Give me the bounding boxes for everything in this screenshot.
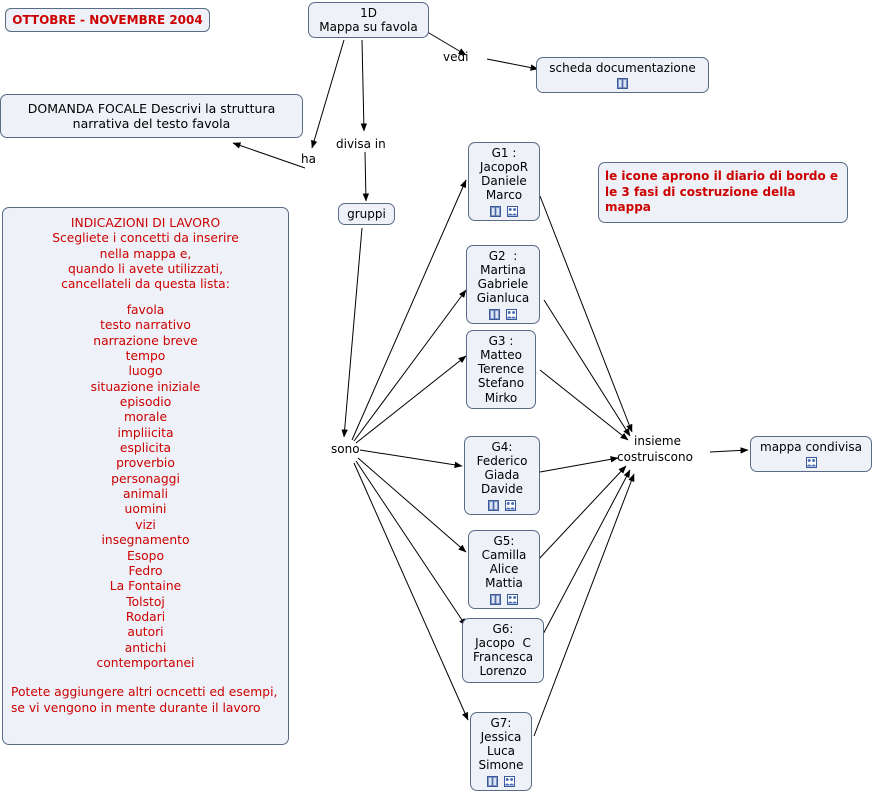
group-icon[interactable] [806, 457, 817, 468]
node-scheda-label: scheda documentazione [549, 61, 696, 75]
node-root-line-1: 1D [360, 6, 377, 20]
indicazioni-foot-1: Potete aggiungere altri ocncetti ed esempi, [11, 685, 278, 700]
list-item: animali [122, 487, 169, 502]
g4-line-3: Giada [484, 468, 520, 483]
diary-icon[interactable] [490, 594, 501, 605]
list-item: episodio [119, 394, 172, 409]
legend-line-2: le 3 fasi di costruzione della mappa [605, 184, 796, 215]
g3-line-5: Mirko [484, 390, 518, 405]
legend-icone [598, 162, 848, 223]
legend-line-1: le icone aprono il diario di bordo e [605, 169, 839, 183]
list-item: Fedro [128, 563, 163, 578]
g5-line-2: Camilla [481, 548, 527, 563]
list-item: impliicita [117, 425, 174, 440]
g5-line-3: Alice [489, 562, 519, 577]
list-item: autori [127, 625, 164, 640]
node-root[interactable] [308, 2, 429, 38]
g2-line-1: G2 : [488, 249, 518, 263]
g5-line-4: Mattia [485, 576, 523, 591]
node-scheda-documentazione[interactable] [536, 57, 709, 93]
g6-line-2: Jacopo C [475, 636, 531, 651]
edge-label-sono: sono [331, 442, 360, 456]
indicazioni-head-1: INDICAZIONI DI LAVORO [70, 216, 221, 230]
g5-icons [474, 593, 534, 605]
list-item: Tolstoj [126, 594, 165, 609]
list-item: personaggi [111, 471, 180, 486]
list-item: testo narrativo [100, 318, 191, 333]
g4-icons [470, 499, 534, 511]
node-gruppi[interactable] [338, 203, 395, 225]
diary-icon[interactable] [488, 500, 499, 511]
g2-line-2: Martina [480, 263, 526, 278]
g2-line-3: Gabriele [477, 277, 529, 292]
edge-label-divisa-in: divisa in [336, 137, 386, 151]
g1-line-3: Daniele [481, 174, 527, 189]
diary-icon[interactable] [489, 309, 500, 320]
edge-label-vedi: vedi [443, 50, 469, 64]
g6-line-4: Lorenzo [479, 664, 527, 679]
group-icon[interactable] [504, 776, 515, 787]
g2-icons [472, 308, 534, 320]
group-icon[interactable] [506, 309, 517, 320]
list-item: La Fontaine [109, 579, 182, 594]
g1-line-1: G1 : [491, 146, 517, 160]
g1-line-2: JacopoR [479, 160, 529, 175]
node-group-g1[interactable] [468, 142, 540, 221]
g4-line-1: G4: [491, 440, 513, 454]
diary-icon[interactable] [487, 776, 498, 787]
list-item: morale [123, 410, 168, 425]
node-group-g7[interactable] [470, 712, 532, 791]
edge-label-costruiscono: costruiscono [617, 450, 693, 464]
list-item: tempo [125, 348, 166, 363]
g3-line-1: G3 : [488, 334, 514, 348]
node-group-g3[interactable] [466, 330, 536, 409]
node-scheda-icons [542, 77, 703, 89]
g3-line-2: Matteo [480, 348, 522, 363]
list-item: insegnamento [101, 533, 190, 548]
list-item: luogo [128, 364, 163, 379]
g4-line-2: Federico [476, 454, 528, 469]
g7-icons [476, 775, 526, 787]
list-item: Rodari [125, 609, 166, 624]
group-icon[interactable] [507, 594, 518, 605]
list-item: Esopo [126, 548, 165, 563]
list-item: uomini [124, 502, 167, 517]
g3-line-4: Stefano [477, 376, 525, 391]
g1-icons [474, 205, 534, 217]
g1-line-4: Marco [485, 188, 523, 203]
node-domanda-focale[interactable] [0, 94, 303, 138]
diary-icon[interactable] [490, 206, 501, 217]
domanda-line-1: DOMANDA FOCALE [27, 101, 147, 116]
diary-icon[interactable] [617, 78, 628, 89]
indicazioni-footer [3, 685, 288, 716]
g7-line-3: Luca [486, 744, 516, 759]
node-root-line-2: Mappa su favola [319, 20, 418, 35]
list-item: proverbio [116, 456, 175, 471]
group-icon[interactable] [507, 206, 518, 217]
node-group-g6[interactable] [462, 618, 544, 683]
edge-label-insieme: insieme [634, 434, 681, 448]
list-item: esplicita [119, 441, 172, 456]
node-group-g4[interactable] [464, 436, 540, 515]
mappa-condivisa-icons [756, 456, 866, 468]
list-item: vizi [135, 517, 156, 532]
list-item: contemportanei [96, 656, 195, 671]
edge-label-ha: ha [301, 152, 316, 166]
list-item: favola [126, 302, 165, 317]
group-icon[interactable] [505, 500, 516, 511]
node-gruppi-label: gruppi [347, 207, 386, 221]
indicazioni-head-5: cancellateli da questa lista: [61, 277, 230, 292]
page-title: OTTOBRE - NOVEMBRE 2004 [5, 8, 210, 32]
indicazioni-head-2: Scegliete i concetti da inserire [52, 231, 239, 246]
domanda-line-2: Descrivi la struttura narrativa del testo favola [72, 101, 276, 131]
indicazioni-foot-2: se vi vengono in mente durante il lavoro [11, 700, 261, 715]
g3-line-3: Terence [477, 362, 525, 377]
g4-line-4: Davide [480, 482, 524, 497]
indicazioni-head-3: nella mappa e, [99, 246, 192, 261]
g7-line-1: G7: [490, 716, 512, 730]
node-group-g2[interactable] [466, 245, 540, 324]
list-item: antichi [124, 640, 167, 655]
g5-line-1: G5: [493, 534, 515, 548]
g7-line-2: Jessica [480, 730, 522, 745]
g6-line-3: Francesca [472, 650, 534, 665]
node-indicazioni-di-lavoro[interactable] [2, 207, 289, 745]
mappa-condivisa-label: mappa condivisa [760, 440, 862, 454]
g7-line-4: Simone [478, 758, 524, 773]
g2-line-4: Gianluca [476, 291, 530, 306]
indicazioni-concept-list [3, 303, 288, 672]
g6-line-1: G6: [492, 622, 514, 636]
list-item: narrazione breve [93, 333, 198, 348]
indicazioni-head-4: quando li avete utilizzati, [67, 262, 224, 277]
list-item: situazione iniziale [90, 379, 201, 394]
node-mappa-condivisa[interactable] [750, 436, 872, 472]
node-group-g5[interactable] [468, 530, 540, 609]
